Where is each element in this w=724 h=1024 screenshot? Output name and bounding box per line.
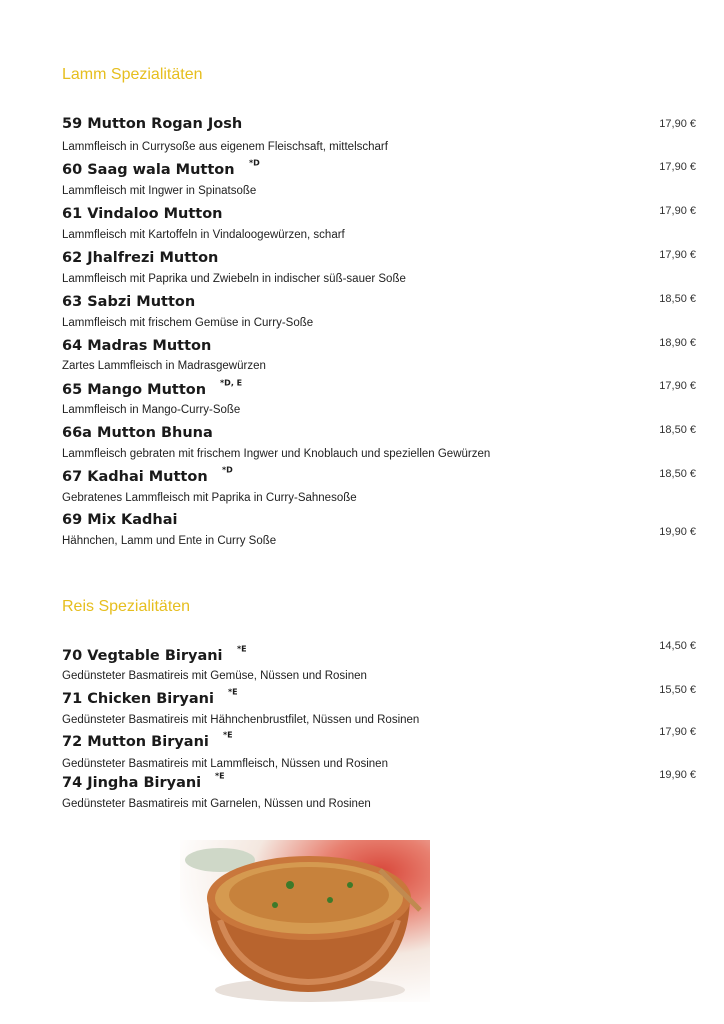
dish-price: 18,50 € [659,424,696,436]
dish-description: Zartes Lammfleisch in Madrasgewürzen [62,360,266,372]
dish-description: Gedünsteter Basmatireis mit Lammfleisch, Nüssen und Rosinen [62,758,388,770]
dish-name: 65 Mango Mutton [62,382,207,398]
allergen-codes: *E [223,730,233,740]
dish-name: 59 Mutton Rogan Josh [62,116,243,132]
dish-name: 69 Mix Kadhai [62,512,178,528]
dish-price: 15,50 € [659,684,696,696]
dish-name: 62 Jhalfrezi Mutton [62,250,219,266]
allergen-codes: *E [228,687,238,697]
dish-price: 17,90 € [659,205,696,217]
dish-name: 64 Madras Mutton [62,338,212,354]
allergen-codes: *E [215,771,225,781]
section-title: Lamm Spezialitäten [62,66,203,83]
dish-name: 74 Jingha Biryani [62,775,202,791]
dish-description: Gedünsteter Basmatireis mit Hähnchenbrustfilet, Nüssen und Rosinen [62,714,420,726]
dish-description: Hähnchen, Lamm und Ente in Curry Soße [62,535,277,547]
dish-price: 14,50 € [659,640,696,652]
dish-name: 71 Chicken Biryani [62,691,214,707]
allergen-codes: *D [222,465,233,475]
dish-name: 72 Mutton Biryani [62,734,209,750]
dish-name: 61 Vindaloo Mutton [62,206,223,222]
dish-price: 18,90 € [659,337,696,349]
dish-price: 17,90 € [659,118,696,130]
dish-description: Gedünsteter Basmatireis mit Gemüse, Nüssen und Rosinen [62,670,367,682]
dish-name: 70 Vegtable Biryani [62,648,223,664]
dish-description: Lammfleisch mit Kartoffeln in Vindaloogewürzen, scharf [62,229,345,241]
dish-price: 17,90 € [659,249,696,261]
dish-name: 60 Saag wala Mutton [62,162,235,178]
dish-price: 18,50 € [659,468,696,480]
dish-name: 67 Kadhai Mutton [62,469,208,485]
dish-price: 19,90 € [659,769,696,781]
dish-price: 19,90 € [659,526,696,538]
dish-price: 17,90 € [659,161,696,173]
dish-description: Lammfleisch gebraten mit frischem Ingwer und Knoblauch und speziellen Gewürzen [62,448,491,460]
dish-description: Gebratenes Lammfleisch mit Paprika in Curry-Sahnesoße [62,492,357,504]
dish-name: 63 Sabzi Mutton [62,294,196,310]
allergen-codes: *D, E [220,378,243,388]
biryani-photo [180,840,430,1002]
dish-description: Lammfleisch mit Paprika und Zwiebeln in indischer süß-sauer Soße [62,273,406,285]
dish-price: 17,90 € [659,726,696,738]
allergen-codes: *E [237,644,247,654]
dish-description: Lammfleisch mit frischem Gemüse in Curry-Soße [62,317,314,329]
dish-name: 66a Mutton Bhuna [62,425,213,441]
section-title: Reis Spezialitäten [62,598,191,615]
dish-price: 18,50 € [659,293,696,305]
dish-description: Lammfleisch in Mango-Curry-Soße [62,404,241,416]
dish-description: Lammfleisch mit Ingwer in Spinatsoße [62,185,257,197]
allergen-codes: *D [249,158,260,168]
dish-description: Lammfleisch in Currysoße aus eigenem Fleischsaft, mittelscharf [62,141,388,153]
dish-description: Gedünsteter Basmatireis mit Garnelen, Nüssen und Rosinen [62,798,371,810]
dish-price: 17,90 € [659,380,696,392]
